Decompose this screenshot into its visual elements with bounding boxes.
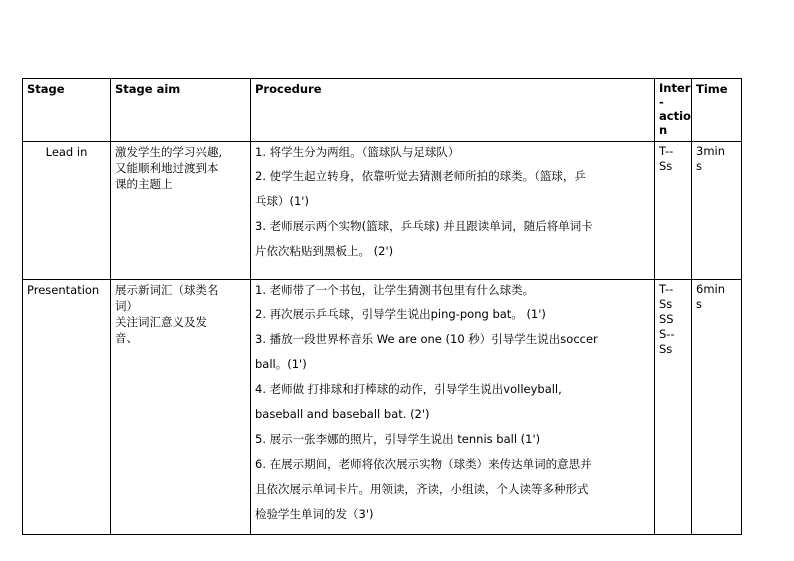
interaction-line: T-- (659, 282, 674, 296)
aim-line: 展示新词汇（球类名 (115, 283, 219, 297)
aim-line: 课的主题上 (115, 177, 173, 191)
lesson-plan-table (22, 78, 742, 535)
stage-aim-cell (111, 280, 251, 535)
stage-aim-cell (111, 142, 251, 280)
aim-line: 词） (115, 299, 138, 313)
interaction-line: T-- (659, 144, 674, 158)
header-interaction-line: n (659, 123, 668, 137)
procedure-line: 3. 播放一段世界杯音乐 We are one (10 秒）引导学生说出soccer (255, 332, 598, 346)
procedure-line: 4. 老师做 打排球和打棒球的动作，引导学生说出volleyball, (255, 382, 562, 396)
procedure-line: 3. 老师展示两个实物(篮球，乒乓球) 并且跟读单词，随后将单词卡 (255, 219, 593, 233)
header-stage-aim: Stage aim (111, 79, 251, 142)
header-stage: Stage (23, 79, 111, 142)
table-row (23, 142, 742, 280)
header-interaction-line: Inter (659, 81, 691, 95)
aim-line: 关注词汇意义及发 (115, 315, 207, 329)
aim-line: 激发学生的学习兴趣, (115, 145, 223, 159)
procedure-line: 检验学生单词的发（3') (255, 507, 374, 521)
procedure-line: 片依次粘贴到黑板上。 (2') (255, 244, 394, 258)
time-line: 6min (696, 282, 726, 296)
time-line: s (696, 297, 702, 311)
procedure-line: baseball and baseball bat. (2') (255, 407, 430, 421)
interaction-line: Ss (659, 159, 673, 173)
header-interaction (655, 79, 692, 142)
interaction-line: SS (659, 312, 674, 326)
procedure-line: 5. 展示一张李娜的照片，引导学生说出 tennis ball (1') (255, 432, 541, 446)
procedure-line: 1. 将学生分为两组。（篮球队与足球队） (255, 145, 460, 159)
procedure-line: 乓球）(1') (255, 194, 309, 208)
stage-cell: Presentation (23, 280, 111, 535)
interaction-line: S-- (659, 327, 675, 341)
interaction-line: Ss (659, 342, 673, 356)
table-row (23, 280, 742, 535)
procedure-line: 且依次展示单词卡片。用领读，齐读，小组读，个人读等多种形式 (255, 482, 589, 496)
procedure-line: 2. 再次展示乒乓球，引导学生说出ping-pong bat。 (1') (255, 307, 546, 321)
procedure-line: 2. 使学生起立转身，依靠听觉去猜测老师所拍的球类。（篮球，乒 (255, 169, 586, 183)
time-cell (692, 280, 742, 535)
procedure-line: ball。(1') (255, 357, 307, 371)
aim-line: 又能顺利地过渡到本 (115, 161, 219, 175)
procedure-line: 6. 在展示期间，老师将依次展示实物（球类）来传达单词的意思并 (255, 457, 592, 471)
procedure-cell (251, 142, 655, 280)
aim-line: 音、 (115, 331, 138, 345)
header-interaction-line: - (659, 95, 664, 109)
procedure-line: 1. 老师带了一个书包，让学生猜测书包里有什么球类。 (255, 283, 535, 297)
header-interaction-line: actio (659, 109, 691, 123)
interaction-cell (655, 280, 692, 535)
header-row (23, 79, 742, 142)
time-cell (692, 142, 742, 280)
time-line: s (696, 159, 702, 173)
time-line: 3min (696, 144, 726, 158)
header-time: Time (692, 79, 742, 142)
header-procedure: Procedure (251, 79, 655, 142)
procedure-cell (251, 280, 655, 535)
interaction-cell (655, 142, 692, 280)
stage-cell: Lead in (23, 142, 111, 280)
interaction-line: Ss (659, 297, 673, 311)
